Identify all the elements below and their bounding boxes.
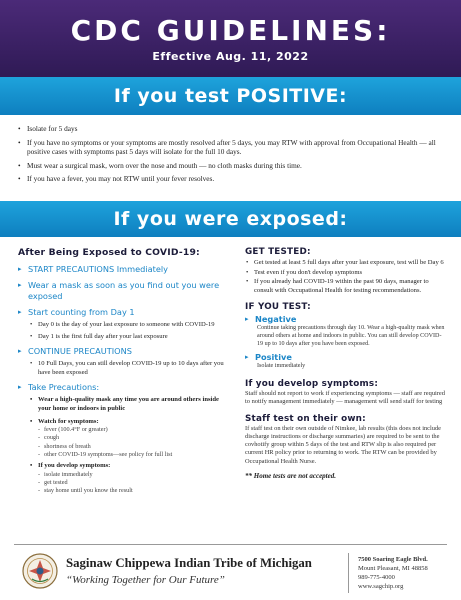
list-item: • If you already had COVID-19 within the past 90 days, manager to consult with Occupational Health for testing recommendations.	[245, 278, 445, 295]
negative-result: ▸ Negative	[245, 314, 297, 325]
arrow-right-icon: ▸	[245, 353, 249, 362]
home-test-note: ** Home tests are not accepted.	[245, 471, 336, 480]
list-item: • Wear a high-quality mask any time you are around others inside your home or indoors in public	[30, 396, 219, 412]
list-item: • Isolate for 5 days	[18, 124, 443, 134]
arrow-right-icon: ▸	[18, 281, 22, 289]
staff-test-body: If staff test on their own outside of Nimkee, lab results (this does not include discharge instructions or discharge summaries) are required to be sent to the covhotify group within 5 days of the test and RTW slip is also required per current HR policy prior to returning to work. The RTW can be provided by Occupational Health Nurse.	[245, 425, 442, 465]
develop-symptoms-body: Staff should not report to work if experiencing symptoms — staff are required to notify management immediately — management will send staff for testing	[245, 390, 445, 406]
list-item: • Day 0 is the day of your last exposure to someone with COVID-19	[30, 321, 215, 328]
start-precautions: ▸ START PRECAUTIONS Immediately	[18, 264, 169, 274]
list-item: • Must wear a surgical mask, worn over the nose and mouth — no cloth masks during this time.	[18, 161, 443, 171]
wear-mask: ▸ Wear a mask as soon as you find out you were exposed	[18, 280, 220, 301]
list-item: • Day 1 is the first full day after your last exposure	[30, 332, 168, 340]
arrow-right-icon: ▸	[245, 315, 249, 324]
list-item: • Test even if you don't develop symptoms	[245, 269, 445, 278]
org-address: 7500 Soaring Eagle Blvd. Mount Pleasant, MI 48858 989-775-4000 www.sagchip.org	[358, 556, 428, 590]
continue-precautions: ▸ CONTINUE PRECAUTIONS	[18, 346, 132, 357]
positive-banner: If you test POSITIVE:	[0, 77, 461, 115]
footer-separator	[348, 553, 349, 593]
exposed-banner: If you were exposed:	[0, 201, 461, 237]
list-item: - isolate immediately	[38, 470, 93, 478]
arrow-right-icon: ▸	[18, 265, 22, 273]
if-you-test-heading: IF YOU TEST:	[245, 302, 311, 313]
get-tested-list	[245, 259, 445, 295]
list-item: - fever (100.4°F or greater)	[38, 426, 108, 434]
effective-date: Effective Aug. 11, 2022	[152, 50, 309, 63]
exposed-heading: After Being Exposed to COVID-19:	[18, 247, 200, 258]
org-tagline: “Working Together for Our Future”	[66, 574, 225, 586]
positive-result: ▸ Positive	[245, 352, 292, 363]
negative-body: Continue taking precautions through day 10. Wear a high-quality mask when around others at home and indoors in public. You can still develop COVID-19 up to 10 days after you have been exposed.	[257, 325, 445, 348]
list-item: - stay home until you know the result	[38, 486, 133, 494]
start-counting: ▸ Start counting from Day 1	[18, 307, 135, 317]
list-item: - cough	[38, 434, 60, 442]
list-item: • Watch for symptoms:	[30, 417, 99, 425]
take-precautions: ▸ Take Precautions:	[18, 382, 100, 393]
arrow-right-icon: ▸	[18, 383, 22, 392]
list-item: • 10 Full Days, you can still develop COVID-19 up to 10 days after you have been exposed	[30, 360, 224, 376]
list-item: - shortness of breath	[38, 442, 91, 450]
staff-test-heading: Staff test on their own:	[245, 414, 366, 425]
header-banner	[0, 0, 461, 77]
arrow-right-icon: ▸	[18, 347, 22, 356]
positive-body: Isolate immediately	[257, 363, 306, 370]
exposed-right-column	[245, 247, 445, 480]
positive-list	[18, 124, 443, 188]
footer-divider	[14, 544, 447, 545]
website-link[interactable]: www.sagchip.org	[358, 583, 404, 590]
page-title: CDC GUIDELINES:	[70, 14, 391, 47]
list-item: - other COVID-19 symptoms—see policy for full list	[38, 450, 173, 458]
list-item: • If you have a fever, you may not RTW until your fever resolves.	[18, 174, 443, 184]
exposed-left-column	[18, 247, 230, 495]
list-item: • Get tested at least 5 full days after your last exposure, test will be Day 6	[245, 259, 445, 268]
list-item: - get tested	[38, 478, 68, 486]
org-name: Saginaw Chippewa Indian Tribe of Michigan	[66, 556, 312, 570]
arrow-right-icon: ▸	[18, 308, 22, 316]
tribe-seal-logo	[22, 553, 58, 589]
list-item: • If you have no symptoms or your symptoms are mostly resolved after 5 days, you may RTW with approval from Occupational Health — all positive cases with symptoms past 5 days will isolate for the full 10 days.	[18, 138, 443, 157]
list-item: • If you develop symptoms:	[30, 461, 111, 469]
develop-symptoms-heading: If you develop symptoms:	[245, 379, 379, 389]
get-tested-heading: GET TESTED:	[245, 247, 311, 257]
